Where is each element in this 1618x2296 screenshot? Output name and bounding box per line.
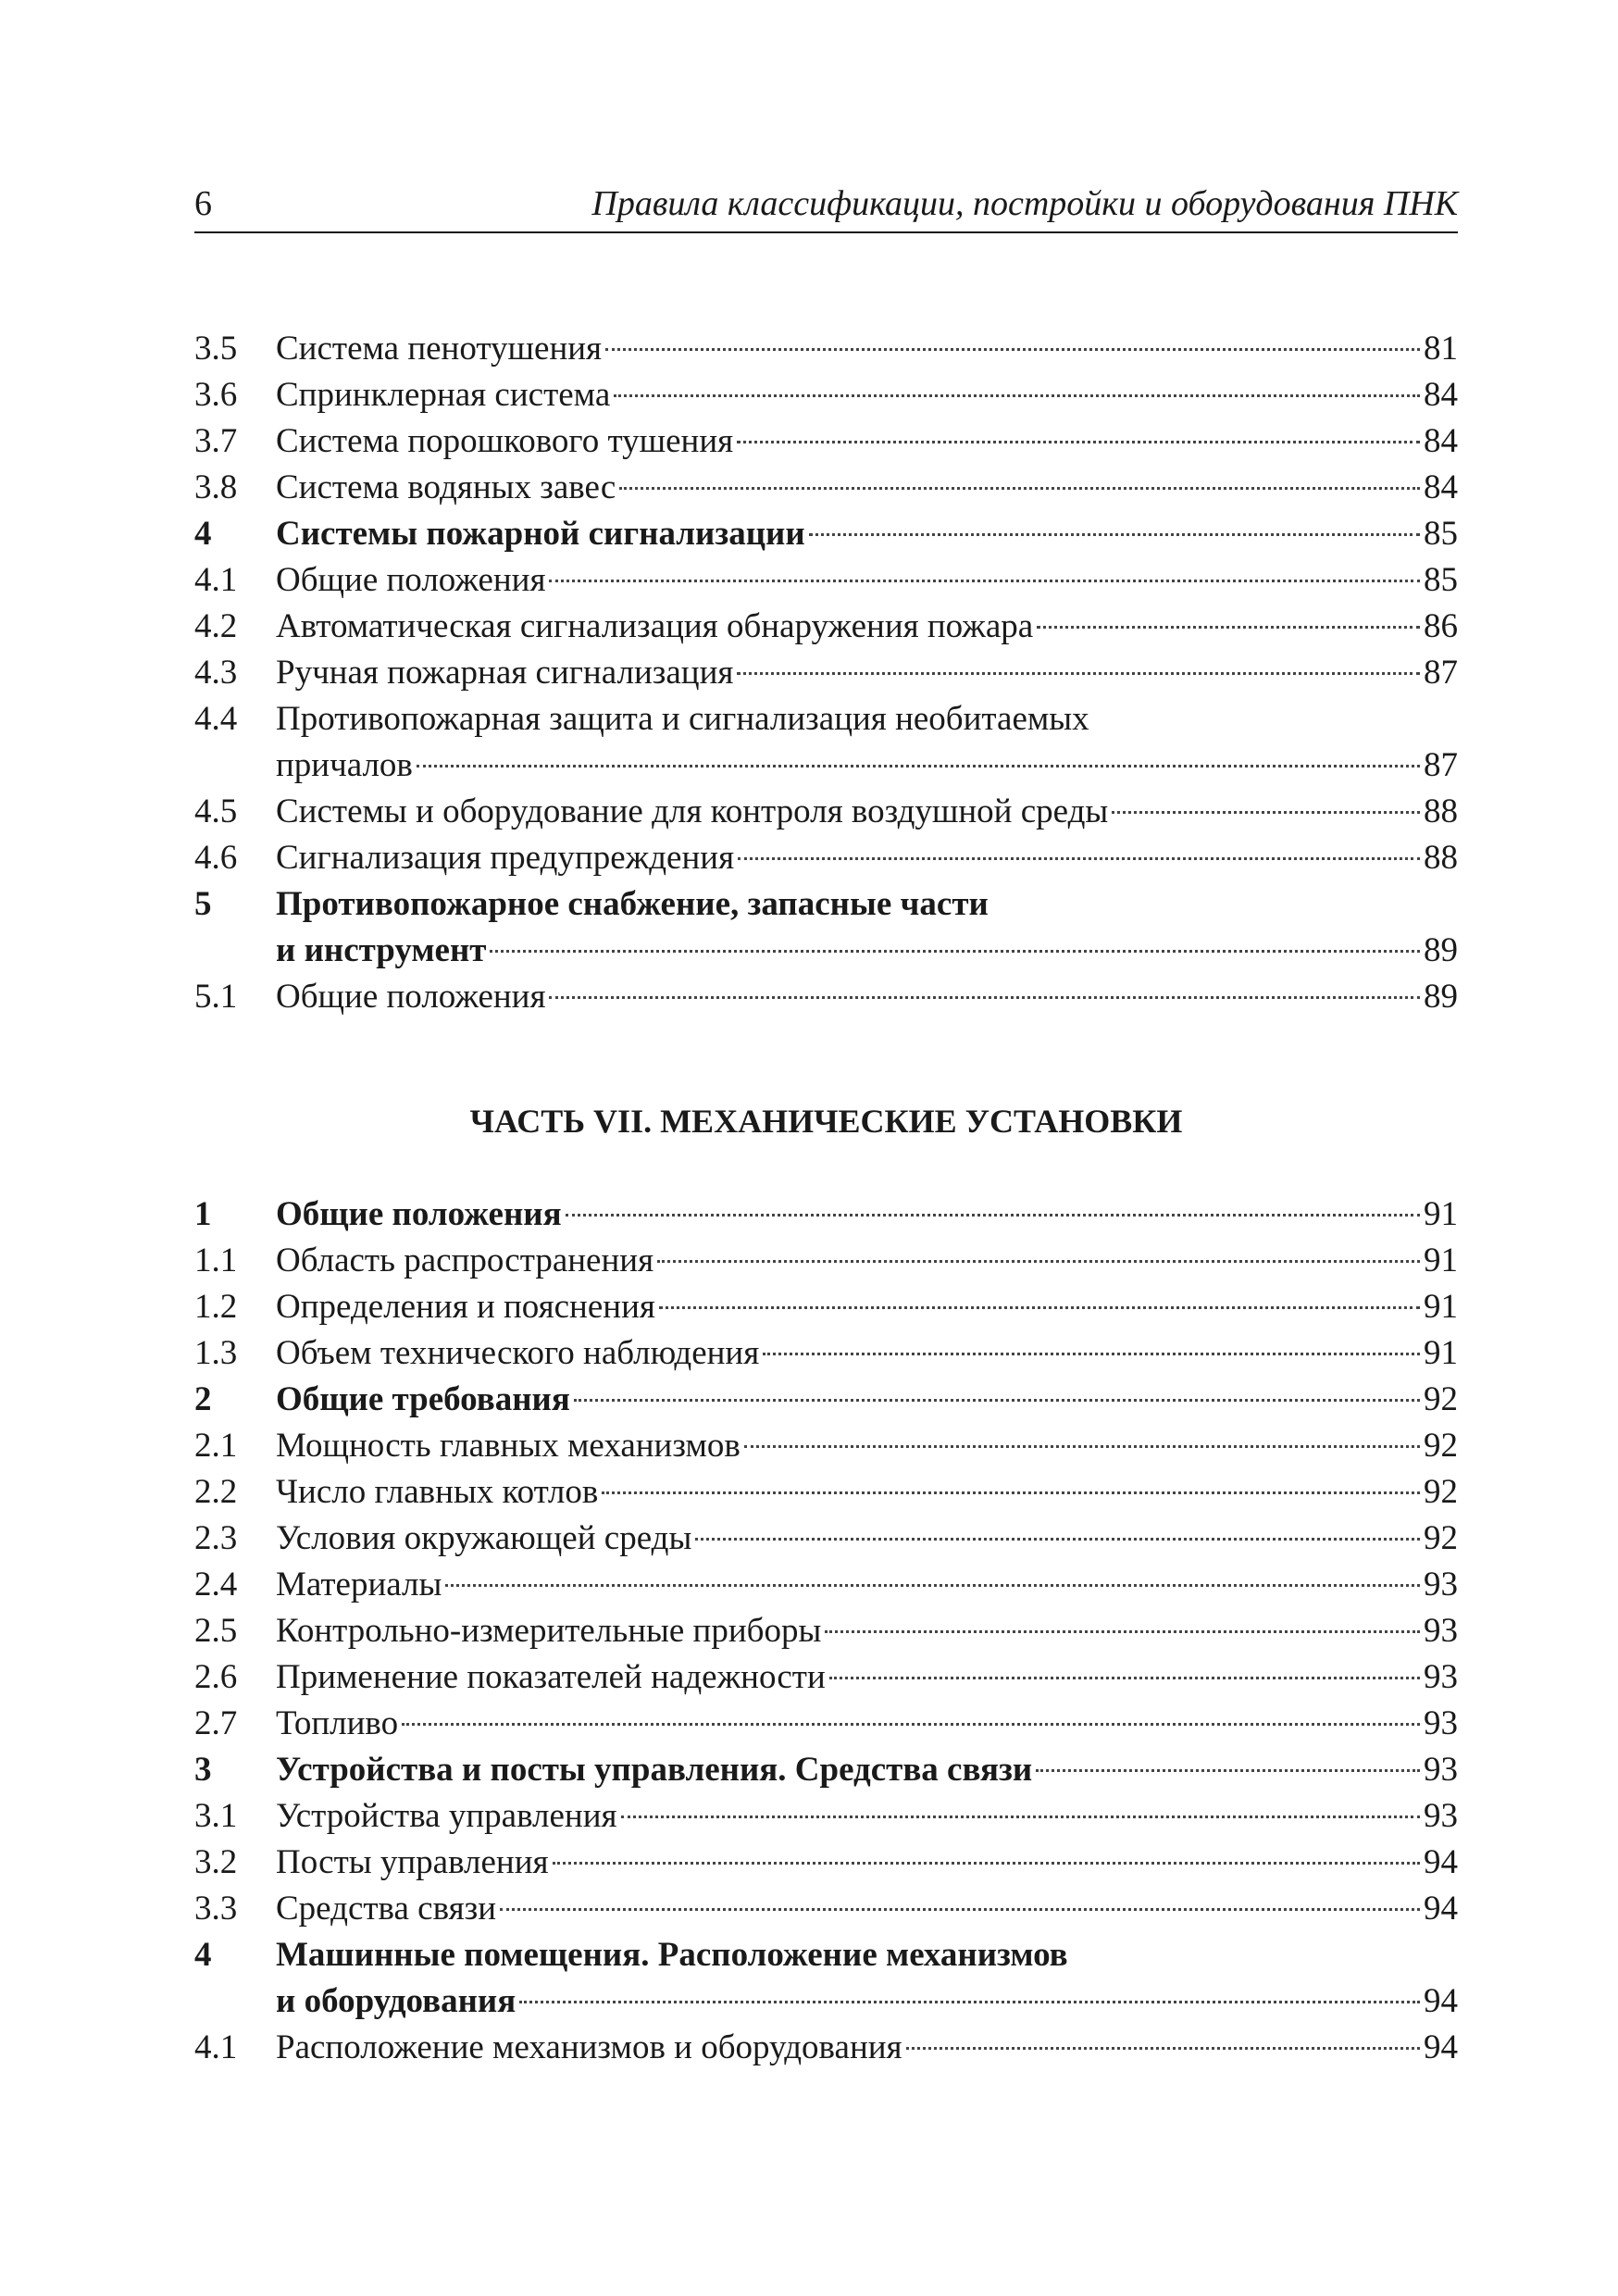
entry-number: 2 — [194, 1380, 212, 1418]
toc-entry — [194, 881, 1458, 928]
entry-title: Топливо — [276, 1704, 399, 1742]
entry-number: 2.5 — [194, 1612, 238, 1650]
entry-page: 88 — [1424, 792, 1458, 830]
entry-number: 1.1 — [194, 1242, 238, 1279]
toc-entry — [194, 418, 1458, 465]
dot-leader — [605, 348, 1420, 351]
dot-leader — [829, 1677, 1420, 1679]
toc-entry — [194, 1701, 1458, 1747]
entry-number: 4.6 — [194, 839, 238, 877]
entry-title: Условия окружающей среды — [276, 1519, 692, 1557]
entry-title: Расположение механизмов и оборудования — [276, 2028, 902, 2066]
entry-page: 86 — [1424, 607, 1458, 645]
entry-number: 1.2 — [194, 1288, 238, 1326]
entry-page: 88 — [1424, 839, 1458, 877]
entry-page: 87 — [1424, 746, 1458, 784]
dot-leader — [553, 1862, 1420, 1865]
toc-entry — [194, 974, 1458, 1020]
entry-number: 4.5 — [194, 792, 238, 830]
entry-title: Материалы — [276, 1566, 442, 1603]
entry-number: 3.8 — [194, 468, 238, 506]
dot-leader — [519, 2001, 1420, 2003]
toc-entry — [194, 1423, 1458, 1469]
dot-leader — [1037, 626, 1420, 629]
dot-leader — [614, 394, 1420, 397]
entry-title: Мощность главных механизмов — [276, 1427, 741, 1465]
entry-page: 81 — [1424, 330, 1458, 368]
entry-page: 84 — [1424, 468, 1458, 506]
dot-leader — [1112, 811, 1420, 814]
entry-page: 92 — [1424, 1427, 1458, 1465]
entry-page: 92 — [1424, 1519, 1458, 1557]
toc-entry — [194, 1932, 1458, 1978]
entry-title: Устройства и посты управления. Средства связи — [276, 1751, 1033, 1789]
entry-page: 93 — [1424, 1658, 1458, 1696]
entry-title: Сигнализация предупреждения — [276, 839, 735, 877]
dot-leader — [602, 1491, 1420, 1494]
toc-entry — [194, 1469, 1458, 1516]
toc-entry — [194, 604, 1458, 650]
toc-entry-continuation — [194, 742, 1458, 789]
entry-number: 2.7 — [194, 1704, 238, 1742]
entry-number: 2.1 — [194, 1427, 238, 1465]
entry-title: Область распространения — [276, 1242, 654, 1279]
entry-page: 93 — [1424, 1612, 1458, 1650]
toc-entry — [194, 1747, 1458, 1793]
dot-leader — [619, 487, 1420, 490]
entry-number: 3.5 — [194, 330, 238, 368]
entry-page: 89 — [1424, 978, 1458, 1016]
toc-entry — [194, 557, 1458, 604]
entry-number: 3.7 — [194, 422, 238, 460]
page-header — [194, 176, 1458, 233]
running-title: Правила классификации, постройки и оборудования ПНК — [591, 184, 1458, 223]
entry-title: Применение показателей надежности — [276, 1658, 826, 1696]
dot-leader — [549, 996, 1420, 999]
dot-leader — [737, 441, 1420, 443]
entry-number: 4.3 — [194, 654, 238, 692]
toc-section-part-vi — [194, 326, 1458, 1020]
entry-page: 89 — [1424, 931, 1458, 969]
dot-leader — [566, 1214, 1420, 1217]
toc-entry — [194, 1377, 1458, 1423]
toc-entry — [194, 1562, 1458, 1608]
toc-entry — [194, 372, 1458, 418]
dot-leader — [763, 1353, 1420, 1355]
toc-entry — [194, 1516, 1458, 1562]
toc-entry — [194, 1654, 1458, 1701]
entry-number: 2.4 — [194, 1566, 238, 1603]
dot-leader — [402, 1723, 1420, 1726]
entry-title: Системы пожарной сигнализации — [276, 515, 805, 553]
entry-title-continued: и инструмент — [276, 931, 487, 969]
part-heading: ЧАСТЬ VII. МЕХАНИЧЕСКИЕ УСТАНОВКИ — [469, 1103, 1183, 1140]
entry-number: 3.2 — [194, 1843, 238, 1881]
dot-leader — [574, 1399, 1420, 1402]
toc-entry — [194, 696, 1458, 742]
dot-leader — [825, 1630, 1420, 1633]
entry-number: 3.6 — [194, 376, 238, 414]
entry-title: Система водяных завес — [276, 468, 616, 506]
dot-leader — [490, 950, 1420, 953]
toc-entry — [194, 1238, 1458, 1284]
entry-page: 84 — [1424, 422, 1458, 460]
toc-entry — [194, 1793, 1458, 1840]
entry-page: 85 — [1424, 515, 1458, 553]
entry-title: Машинные помещения. Расположение механизмов — [276, 1936, 1068, 1974]
toc-entry — [194, 511, 1458, 557]
entry-title: Объем технического наблюдения — [276, 1334, 760, 1372]
toc-entry — [194, 1886, 1458, 1932]
dot-leader — [737, 672, 1420, 675]
toc-entry-continuation — [194, 1978, 1458, 2025]
entry-title-continued: причалов — [276, 746, 413, 784]
dot-leader — [906, 2047, 1420, 2050]
entry-number: 5.1 — [194, 978, 238, 1016]
entry-page: 91 — [1424, 1288, 1458, 1326]
entry-number: 1 — [194, 1195, 212, 1233]
entry-title: Ручная пожарная сигнализация — [276, 654, 734, 692]
entry-title: Системы и оборудование для контроля воздушной среды — [276, 792, 1109, 830]
entry-number: 3 — [194, 1751, 212, 1789]
entry-number: 2.6 — [194, 1658, 238, 1696]
entry-page: 94 — [1424, 1890, 1458, 1928]
entry-number: 4 — [194, 1936, 212, 1974]
toc-entry — [194, 1330, 1458, 1377]
dot-leader — [809, 533, 1420, 536]
entry-number: 4.1 — [194, 561, 238, 599]
dot-leader — [445, 1584, 1420, 1587]
dot-leader — [500, 1908, 1420, 1911]
entry-title: Число главных котлов — [276, 1473, 599, 1511]
entry-title: Общие положения — [276, 561, 546, 599]
entry-title: Общие требования — [276, 1380, 570, 1418]
entry-title: Посты управления — [276, 1843, 549, 1881]
entry-page: 93 — [1424, 1797, 1458, 1835]
entry-title: Общие положения — [276, 978, 546, 1016]
toc-entry — [194, 835, 1458, 881]
dot-leader — [659, 1306, 1420, 1309]
entry-page: 87 — [1424, 654, 1458, 692]
entry-page: 94 — [1424, 2028, 1458, 2066]
dot-leader — [549, 580, 1420, 582]
entry-title: Определения и пояснения — [276, 1288, 655, 1326]
toc-entry — [194, 2025, 1458, 2071]
entry-title: Общие положения — [276, 1195, 562, 1233]
toc-entry — [194, 789, 1458, 835]
toc-entry — [194, 650, 1458, 696]
dot-leader — [744, 1445, 1420, 1448]
toc-section-part-vii — [194, 1192, 1458, 2071]
entry-title: Система пенотушения — [276, 330, 603, 368]
entry-title: Противопожарное снабжение, запасные части — [276, 885, 989, 923]
entry-page: 93 — [1424, 1751, 1458, 1789]
entry-page: 91 — [1424, 1242, 1458, 1279]
entry-number: 5 — [194, 885, 212, 923]
dot-leader — [657, 1260, 1420, 1263]
entry-page: 84 — [1424, 376, 1458, 414]
entry-title-continued: и оборудования — [276, 1982, 517, 2020]
entry-number: 2.2 — [194, 1473, 238, 1511]
entry-title: Автоматическая сигнализация обнаружения пожара — [276, 607, 1034, 645]
entry-page: 91 — [1424, 1334, 1458, 1372]
toc-entry — [194, 1608, 1458, 1654]
entry-title: Средства связи — [276, 1890, 497, 1928]
entry-number: 1.3 — [194, 1334, 238, 1372]
entry-title: Система порошкового тушения — [276, 422, 734, 460]
entry-title: Противопожарная защита и сигнализация необитаемых — [276, 700, 1089, 738]
entry-page: 93 — [1424, 1566, 1458, 1603]
page-number: 6 — [194, 184, 212, 223]
entry-number: 4.4 — [194, 700, 238, 738]
dot-leader — [695, 1538, 1420, 1541]
dot-leader — [738, 857, 1420, 860]
entry-title: Устройства управления — [276, 1797, 617, 1835]
entry-number: 4.1 — [194, 2028, 238, 2066]
toc-entry — [194, 326, 1458, 372]
entry-page: 92 — [1424, 1473, 1458, 1511]
entry-number: 4.2 — [194, 607, 238, 645]
entry-number: 4 — [194, 515, 212, 553]
entry-title: Контрольно-измерительные приборы — [276, 1612, 822, 1650]
toc-entry — [194, 1284, 1458, 1330]
entry-page: 94 — [1424, 1843, 1458, 1881]
toc-entry — [194, 1192, 1458, 1238]
entry-title: Спринклерная система — [276, 376, 611, 414]
toc-entry — [194, 1840, 1458, 1886]
toc-entry-continuation — [194, 928, 1458, 974]
dot-leader — [621, 1816, 1420, 1818]
entry-page: 85 — [1424, 561, 1458, 599]
entry-page: 93 — [1424, 1704, 1458, 1742]
dot-leader — [1036, 1769, 1420, 1772]
entry-number: 2.3 — [194, 1519, 238, 1557]
entry-page: 94 — [1424, 1982, 1458, 2020]
entry-number: 3.1 — [194, 1797, 238, 1835]
entry-number: 3.3 — [194, 1890, 238, 1928]
toc-entry — [194, 465, 1458, 511]
entry-page: 92 — [1424, 1380, 1458, 1418]
entry-page: 91 — [1424, 1195, 1458, 1233]
dot-leader — [417, 765, 1420, 767]
